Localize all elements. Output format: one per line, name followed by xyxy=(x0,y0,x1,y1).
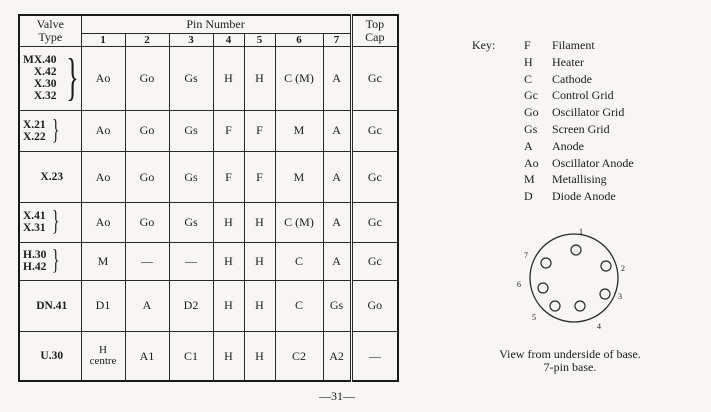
pin-cell: H xyxy=(244,47,275,111)
pin-cell: F xyxy=(213,151,244,202)
pin-cell: — xyxy=(125,242,169,280)
pin-cell: Gs xyxy=(169,47,213,111)
pin-cell: D1 xyxy=(81,280,125,331)
pin-cell: C (M) xyxy=(275,47,323,111)
pin-number: 2 xyxy=(125,34,169,47)
pin-cell: H xyxy=(244,242,275,280)
pin-cell: Gs xyxy=(169,110,213,151)
pin-cell: Ao xyxy=(81,47,125,111)
page-number: —31— xyxy=(319,389,355,403)
key-legend xyxy=(472,37,634,205)
pin-cell: C1 xyxy=(169,332,213,381)
pin-hole xyxy=(600,289,610,299)
pin-cell: Gs xyxy=(323,280,351,331)
table-row xyxy=(19,242,398,280)
pin-cell: C (M) xyxy=(275,203,323,242)
pin-cell: A xyxy=(323,110,351,151)
pin-cell: H xyxy=(244,280,275,331)
key-entry: Ao Oscillator Anode xyxy=(524,155,634,170)
pin-label: 3 xyxy=(618,292,622,301)
top-cap-header: Top Cap xyxy=(351,15,398,47)
valve-type-header: Valve Type xyxy=(19,15,81,47)
valve-type-cell: DN.41 xyxy=(19,280,81,331)
valve-type-cell: MX.40 X.42 X.30 X.32 } xyxy=(19,47,81,111)
diagram-caption: View from underside of base. 7-pin base. xyxy=(499,347,641,374)
top-cap-cell: Gc xyxy=(351,242,398,280)
pin-cell: H xyxy=(213,203,244,242)
pin-number-header: Pin Number xyxy=(81,15,351,34)
top-cap-cell: — xyxy=(351,332,398,381)
top-cap-cell: Gc xyxy=(351,151,398,202)
pin-hole xyxy=(575,301,585,311)
pin-cell: H xyxy=(213,332,244,381)
pin-cell: Go xyxy=(125,47,169,111)
valve-type-cell: X.41 X.31 } xyxy=(19,203,81,242)
valve-type-cell: X.23 xyxy=(19,151,81,202)
key-entry: H Heater xyxy=(524,54,584,69)
pin-cell: Go xyxy=(125,203,169,242)
pin-cell: F xyxy=(244,151,275,202)
pin-cell: — xyxy=(169,242,213,280)
pin-cell: F xyxy=(213,110,244,151)
pin-label: 4 xyxy=(597,322,601,331)
table-row xyxy=(19,332,398,381)
pin-cell: F xyxy=(244,110,275,151)
pin-number: 5 xyxy=(244,34,275,47)
pin-cell: A xyxy=(323,151,351,202)
pin-cell: M xyxy=(81,242,125,280)
base-pin-diagram xyxy=(514,226,636,338)
pin-cell: Ao xyxy=(81,110,125,151)
table-row xyxy=(19,280,398,331)
pin-cell: D2 xyxy=(169,280,213,331)
pin-cell: Ao xyxy=(81,203,125,242)
pin-connection-table xyxy=(18,14,399,382)
pin-cell: A1 xyxy=(125,332,169,381)
pin-hole xyxy=(550,301,560,311)
table-row xyxy=(19,151,398,202)
key-entry: A Anode xyxy=(524,138,584,153)
pin-label: 6 xyxy=(517,280,521,289)
top-cap-cell: Gc xyxy=(351,203,398,242)
key-entry: Gc Control Grid xyxy=(524,88,614,103)
pin-label: 1 xyxy=(579,227,583,236)
pin-cell: H xyxy=(244,332,275,381)
pin-cell: H centre xyxy=(81,332,125,381)
pin-cell: C2 xyxy=(275,332,323,381)
key-entry: Go Oscillator Grid xyxy=(524,105,625,120)
pin-cell: Gs xyxy=(169,151,213,202)
pin-cell: Ao xyxy=(81,151,125,202)
valve-type-cell: X.21 X.22 } xyxy=(19,110,81,151)
pin-cell: Go xyxy=(125,151,169,202)
pin-number: 1 xyxy=(81,34,125,47)
pin-hole xyxy=(601,261,611,271)
top-cap-cell: Gc xyxy=(351,110,398,151)
top-cap-cell: Go xyxy=(351,280,398,331)
pin-cell: A xyxy=(125,280,169,331)
key-entry: D Diode Anode xyxy=(524,189,616,204)
pin-cell: C xyxy=(275,242,323,280)
top-cap-cell: Gc xyxy=(351,47,398,111)
pin-cell: H xyxy=(244,203,275,242)
key-entry: Key: F Filament xyxy=(472,38,595,52)
pin-cell: M xyxy=(275,151,323,202)
pin-cell: Gs xyxy=(169,203,213,242)
table-row xyxy=(19,110,398,151)
key-entry: M Metallising xyxy=(524,172,607,187)
pin-number: 7 xyxy=(323,34,351,47)
pin-cell: A xyxy=(323,242,351,280)
pin-hole xyxy=(538,283,548,293)
pin-hole xyxy=(541,258,551,268)
pin-cell: A xyxy=(323,47,351,111)
pin-hole xyxy=(571,245,581,255)
pin-number: 6 xyxy=(275,34,323,47)
pin-cell: C xyxy=(275,280,323,331)
table-row xyxy=(19,47,398,111)
pin-label: 2 xyxy=(621,264,625,273)
pin-number: 4 xyxy=(213,34,244,47)
pin-cell: H xyxy=(213,280,244,331)
key-entry: C Cathode xyxy=(524,71,592,86)
pin-cell: M xyxy=(275,110,323,151)
pin-label: 5 xyxy=(532,313,536,322)
pin-cell: A xyxy=(323,203,351,242)
pin-cell: A2 xyxy=(323,332,351,381)
pin-cell: H xyxy=(213,47,244,111)
valve-type-cell: U.30 xyxy=(19,332,81,381)
key-entry: Gs Screen Grid xyxy=(524,121,610,136)
table-row xyxy=(19,203,398,242)
key-label: Key: xyxy=(472,38,496,52)
pin-cell: H xyxy=(213,242,244,280)
pin-number: 3 xyxy=(169,34,213,47)
pin-label: 7 xyxy=(524,251,528,260)
pin-cell: Go xyxy=(125,110,169,151)
base-outline xyxy=(530,234,618,322)
valve-type-cell: H.30 H.42 } xyxy=(19,242,81,280)
